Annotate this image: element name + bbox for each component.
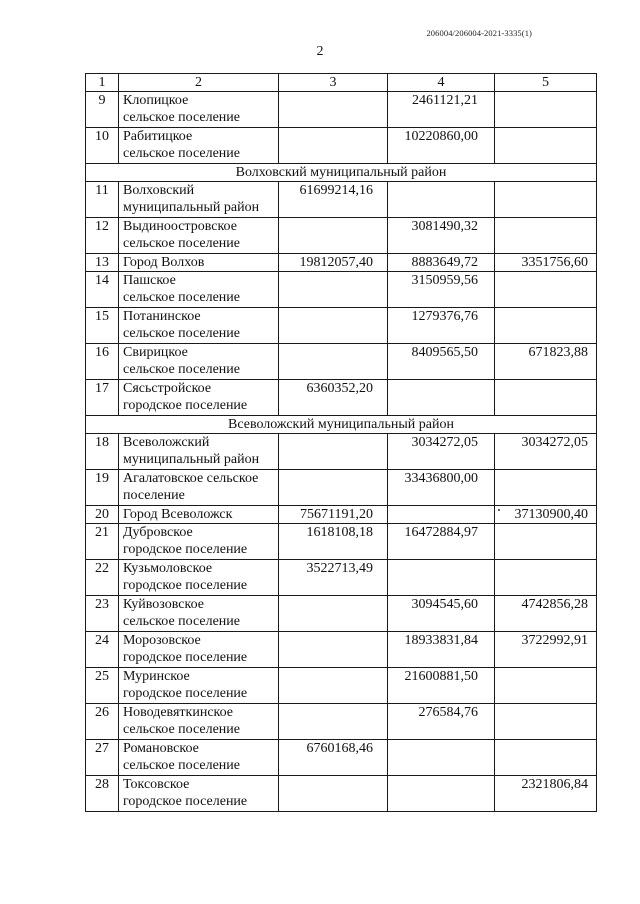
municipality-name-line: городское поселение	[123, 542, 248, 557]
row-number: 12	[86, 218, 119, 254]
row-number: 22	[86, 560, 119, 596]
row-number: 13	[86, 254, 119, 272]
value-col-3	[279, 128, 388, 164]
row-number: 28	[86, 776, 119, 812]
value-col-3	[279, 92, 388, 128]
value-col-4: 8883649,72	[388, 254, 495, 272]
municipality-name-line: Выдиноостровское	[123, 219, 237, 234]
table-row	[86, 776, 597, 812]
value-col-3	[279, 776, 388, 812]
municipality-name	[119, 524, 279, 560]
municipality-name-line: сельское поселение	[123, 362, 240, 377]
value-col-5	[495, 308, 597, 344]
value-col-3: 19812057,40	[279, 254, 388, 272]
value-col-5	[495, 524, 597, 560]
table-row	[86, 380, 597, 416]
municipality-name-line: городское поселение	[123, 794, 248, 809]
value-col-4: 33436800,00	[388, 470, 495, 506]
value-col-3: 6760168,46	[279, 740, 388, 776]
table-row	[86, 344, 597, 380]
table-row	[86, 668, 597, 704]
row-number: 16	[86, 344, 119, 380]
municipality-name	[119, 704, 279, 740]
table-row	[86, 92, 597, 128]
value-col-4	[388, 182, 495, 218]
table-body	[86, 74, 597, 812]
municipality-name-line: Рабитицкое	[123, 129, 193, 144]
value-col-4: 2461121,21	[388, 92, 495, 128]
value-col-4	[388, 560, 495, 596]
municipality-name	[119, 128, 279, 164]
value-col-3	[279, 218, 388, 254]
value-col-3	[279, 704, 388, 740]
municipality-name-line: сельское поселение	[123, 326, 240, 341]
value-col-3	[279, 596, 388, 632]
municipality-name-line: Пашское	[123, 273, 176, 288]
value-col-5	[495, 668, 597, 704]
document-id: 206004/206004-2021-3335(1)	[426, 28, 532, 38]
value-col-5: 2321806,84	[495, 776, 597, 812]
value-col-3: 75671191,20	[279, 506, 388, 524]
municipality-name-line: Дубровское	[123, 525, 193, 540]
value-col-4	[388, 776, 495, 812]
municipality-name	[119, 506, 279, 524]
table-row	[86, 704, 597, 740]
value-col-4: 8409565,50	[388, 344, 495, 380]
municipality-name-line: Романовское	[123, 741, 199, 756]
municipality-name-line: Волховский	[123, 183, 195, 198]
value-col-5: 37130900,40	[495, 506, 597, 524]
value-col-5: 3722992,91	[495, 632, 597, 668]
table-row	[86, 740, 597, 776]
municipality-name-line: городское поселение	[123, 650, 248, 665]
value-col-5	[495, 470, 597, 506]
municipality-name-line: Муринское	[123, 669, 190, 684]
table-row	[86, 128, 597, 164]
value-col-4: 3150959,56	[388, 272, 495, 308]
table-row	[86, 632, 597, 668]
municipality-name-line: сельское поселение	[123, 110, 240, 125]
municipality-name-line: Всеволожский	[123, 435, 210, 450]
row-number: 19	[86, 470, 119, 506]
header-cell-5: 5	[495, 74, 597, 92]
table-row	[86, 182, 597, 218]
municipality-name-line: Агалатовское сельское	[123, 471, 259, 486]
row-number: 27	[86, 740, 119, 776]
row-number: 14	[86, 272, 119, 308]
value-col-4: 21600881,50	[388, 668, 495, 704]
municipality-name	[119, 470, 279, 506]
value-col-3	[279, 668, 388, 704]
value-col-3: 6360352,20	[279, 380, 388, 416]
value-col-3	[279, 632, 388, 668]
municipality-name-line: Город Всеволожск	[123, 507, 233, 522]
table-row	[86, 596, 597, 632]
municipality-name-line: сельское поселение	[123, 146, 240, 161]
municipality-name	[119, 380, 279, 416]
section-title: Всеволожский муниципальный район	[86, 416, 597, 434]
table-row	[86, 470, 597, 506]
header-cell-3: 3	[279, 74, 388, 92]
municipality-name-line: Морозовское	[123, 633, 201, 648]
value-col-5	[495, 218, 597, 254]
table-row	[86, 506, 597, 524]
header-row	[86, 74, 597, 92]
municipality-name	[119, 776, 279, 812]
municipality-name	[119, 182, 279, 218]
value-col-5	[495, 704, 597, 740]
table-row	[86, 524, 597, 560]
municipality-name-line: Куйвозовское	[123, 597, 204, 612]
value-col-3: 61699214,16	[279, 182, 388, 218]
municipality-name-line: Токсовское	[123, 777, 190, 792]
municipality-name	[119, 308, 279, 344]
municipality-name-line: Новодевяткинское	[123, 705, 234, 720]
value-col-3	[279, 470, 388, 506]
value-col-5: 3351756,60	[495, 254, 597, 272]
municipality-name-line: муниципальный район	[123, 452, 260, 467]
municipality-name	[119, 560, 279, 596]
value-col-5	[495, 560, 597, 596]
value-col-4	[388, 506, 495, 524]
row-number: 10	[86, 128, 119, 164]
municipality-name-line: Город Волхов	[123, 255, 205, 270]
municipality-name	[119, 596, 279, 632]
data-table	[85, 73, 597, 812]
municipality-name-line: сельское поселение	[123, 290, 240, 305]
municipality-name	[119, 632, 279, 668]
table-row	[86, 218, 597, 254]
header-cell-1: 1	[86, 74, 119, 92]
municipality-name-line: Свирицкое	[123, 345, 188, 360]
value-col-5	[495, 380, 597, 416]
value-col-5: 671823,88	[495, 344, 597, 380]
value-col-5	[495, 740, 597, 776]
row-number: 20	[86, 506, 119, 524]
value-col-4: 3034272,05	[388, 434, 495, 470]
value-col-4: 10220860,00	[388, 128, 495, 164]
municipality-name-line: Потанинское	[123, 309, 201, 324]
municipality-name	[119, 668, 279, 704]
table-row	[86, 272, 597, 308]
municipality-name-line: сельское поселение	[123, 614, 240, 629]
value-col-4: 276584,76	[388, 704, 495, 740]
value-col-3: 3522713,49	[279, 560, 388, 596]
value-col-5	[495, 128, 597, 164]
row-number: 23	[86, 596, 119, 632]
municipality-name-line: Сясьстройское	[123, 381, 212, 396]
page-number: 2	[316, 44, 324, 59]
section-title: Волховский муниципальный район	[86, 164, 597, 182]
section-row	[86, 164, 597, 182]
value-col-5	[495, 92, 597, 128]
municipality-name-line: сельское поселение	[123, 722, 240, 737]
municipality-name	[119, 92, 279, 128]
municipality-name	[119, 254, 279, 272]
municipality-name-line: муниципальный район	[123, 200, 260, 215]
value-col-5: 3034272,05	[495, 434, 597, 470]
row-number: 26	[86, 704, 119, 740]
value-col-4: 3094545,60	[388, 596, 495, 632]
value-col-5	[495, 182, 597, 218]
municipality-name	[119, 434, 279, 470]
table-row	[86, 254, 597, 272]
municipality-name-line: поселение	[123, 488, 185, 503]
value-col-3	[279, 344, 388, 380]
municipality-name-line: сельское поселение	[123, 758, 240, 773]
row-number: 15	[86, 308, 119, 344]
value-col-3	[279, 308, 388, 344]
value-col-4: 18933831,84	[388, 632, 495, 668]
value-col-3	[279, 272, 388, 308]
value-col-5: 4742856,28	[495, 596, 597, 632]
row-number: 17	[86, 380, 119, 416]
value-col-3	[279, 434, 388, 470]
value-col-5	[495, 272, 597, 308]
header-cell-2: 2	[119, 74, 279, 92]
municipality-name	[119, 218, 279, 254]
header-cell-4: 4	[388, 74, 495, 92]
row-number: 18	[86, 434, 119, 470]
table-row	[86, 434, 597, 470]
row-number: 9	[86, 92, 119, 128]
row-number: 21	[86, 524, 119, 560]
row-number: 11	[86, 182, 119, 218]
table-row	[86, 560, 597, 596]
value-col-4: 1279376,76	[388, 308, 495, 344]
value-col-3: 1618108,18	[279, 524, 388, 560]
value-col-4	[388, 740, 495, 776]
value-col-4	[388, 380, 495, 416]
municipality-name-line: городское поселение	[123, 578, 248, 593]
row-number: 25	[86, 668, 119, 704]
value-col-4: 16472884,97	[388, 524, 495, 560]
municipality-name-line: Клопицкое	[123, 93, 189, 108]
table-row	[86, 308, 597, 344]
section-row	[86, 416, 597, 434]
scan-speck	[498, 509, 500, 511]
municipality-name-line: Кузьмоловское	[123, 561, 213, 576]
municipality-name-line: сельское поселение	[123, 236, 240, 251]
row-number: 24	[86, 632, 119, 668]
municipality-name-line: городское поселение	[123, 398, 248, 413]
value-col-4: 3081490,32	[388, 218, 495, 254]
municipality-name	[119, 740, 279, 776]
municipality-name-line: городское поселение	[123, 686, 248, 701]
municipality-name	[119, 344, 279, 380]
municipality-name	[119, 272, 279, 308]
